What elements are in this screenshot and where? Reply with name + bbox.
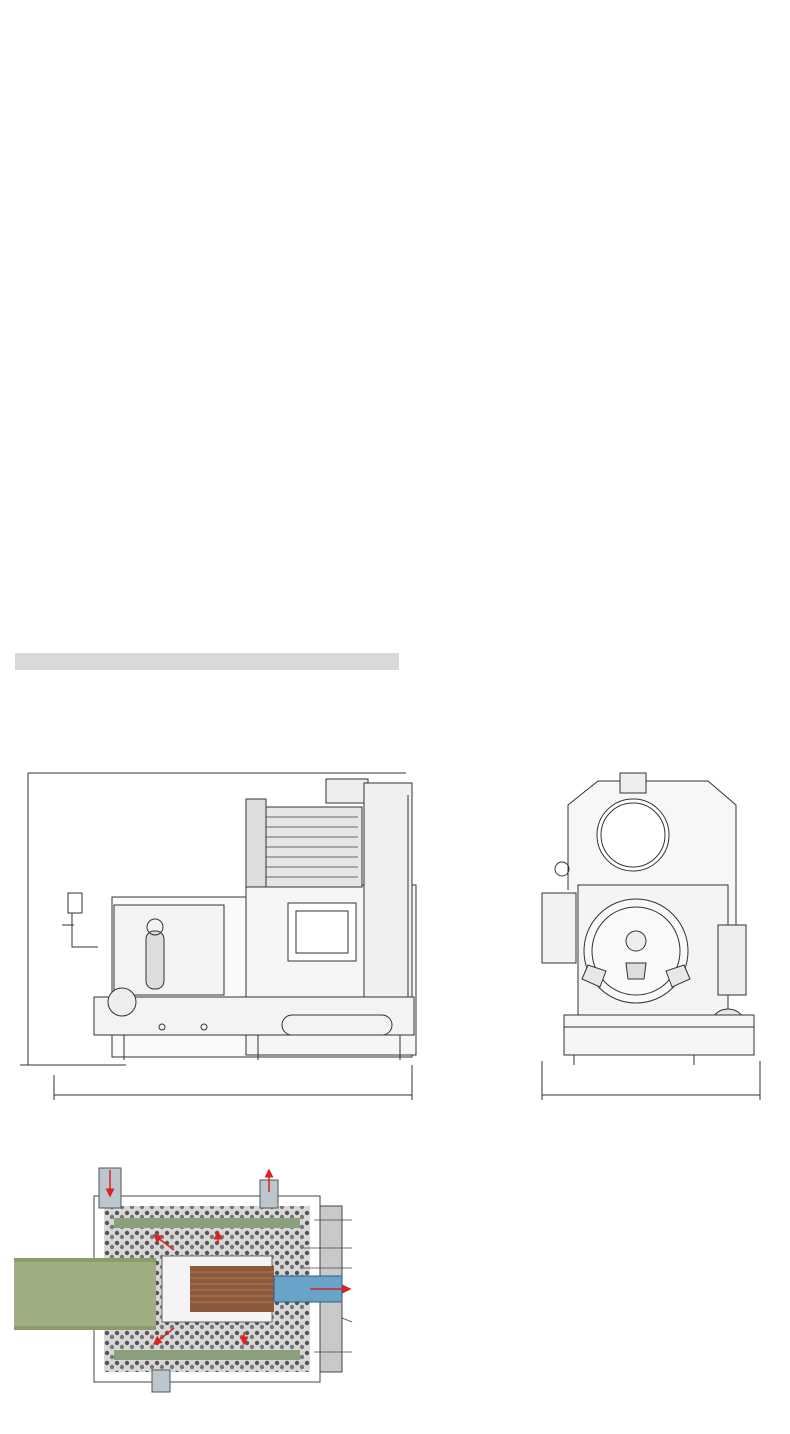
front-view-drawing (528, 765, 778, 1110)
grinding-chamber-cutaway (14, 1140, 454, 1400)
process-flow (510, 1126, 780, 1396)
side-view-drawing (14, 765, 434, 1110)
title-underline-bar (15, 653, 399, 670)
